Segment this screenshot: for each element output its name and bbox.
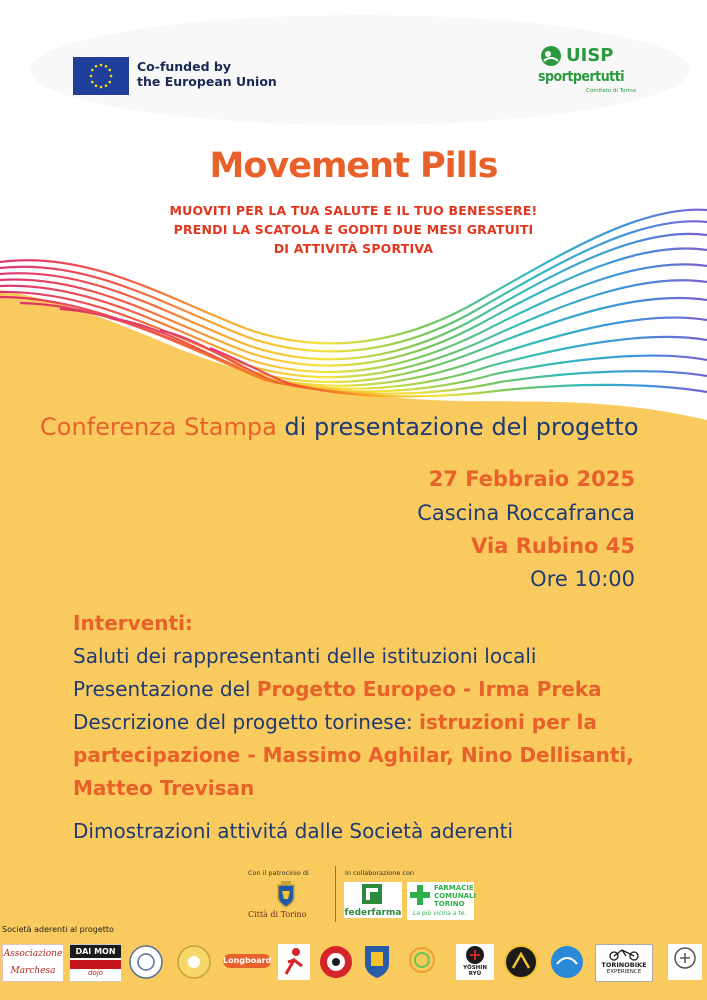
divider	[335, 866, 336, 922]
collab-label: In collaborazione con	[345, 869, 415, 877]
eu-flag-icon	[73, 57, 129, 95]
interventi-line-4: partecipazione - Massimo Aghilar, Nino Dellisanti,	[73, 743, 634, 767]
societa-label: Società aderenti al progetto	[2, 925, 114, 934]
event-venue: Cascina Roccafranca	[417, 501, 635, 525]
logo-circle-2	[176, 944, 212, 980]
uisp-name: UISP	[566, 45, 614, 66]
logo-daimon: DAI MON dojo	[69, 944, 122, 982]
interventi-heading: Interventi:	[73, 611, 193, 635]
farmacie-cross-icon	[409, 884, 431, 906]
logo-torinobike: TORINOBIKE EXPERIENCE	[595, 944, 653, 982]
interventi-line-2: Presentazione del Progetto Europeo - Irma Preka	[73, 677, 602, 701]
uisp-committee: Comitato di Torino	[586, 88, 637, 94]
torino-label: Città di Torino	[248, 910, 307, 919]
logo-rings	[402, 944, 442, 980]
uisp-mascot-icon	[538, 45, 564, 67]
logo-crest-2	[668, 944, 702, 980]
logo-circle-4	[503, 944, 539, 980]
eu-line-1: Co-funded by	[137, 59, 232, 74]
yoshin-emblem-icon	[465, 945, 485, 965]
interventi-line-3: Descrizione del progetto torinese: istruzioni per la	[73, 710, 597, 734]
eu-cofunded-text	[137, 59, 277, 89]
farmacie-line-3: TORINO	[434, 900, 465, 908]
event-time: Ore 10:00	[530, 567, 635, 591]
conference-highlight: Conferenza Stampa	[40, 413, 277, 441]
farmacie-line-1: FARMACIE	[434, 884, 474, 892]
bike-icon	[604, 947, 644, 961]
farmacie-slogan: La più vicina a te.	[413, 910, 467, 917]
interventi-line-1: Saluti dei rappresentanti delle istituzioni locali	[73, 644, 537, 668]
main-title: Movement Pills	[209, 146, 498, 186]
logo-runner	[278, 944, 310, 980]
logo-marchesa: Associazione Marchesa	[2, 944, 64, 982]
demo-line: Dimostrazioni attivitá dalle Società aderenti	[73, 819, 514, 843]
torino-crest-icon	[275, 881, 297, 909]
event-address: Via Rubino 45	[471, 534, 635, 558]
conference-rest: di presentazione del progetto	[276, 413, 639, 441]
farmacie-logo	[407, 882, 477, 920]
patrocinio-label: Con il patrocinio di	[248, 869, 309, 877]
federfarma-logo	[344, 882, 402, 918]
logo-circle-1	[128, 944, 164, 980]
eu-line-2: the European Union	[137, 74, 277, 89]
logo-longboard: Longboard	[223, 944, 271, 980]
uisp-sub: sportpertutti	[538, 69, 625, 85]
tagline-3: DI ATTIVITÀ SPORTIVA	[273, 241, 434, 256]
tagline-1: MUOVITI PER LA TUA SALUTE E IL TUO BENESSERE!	[169, 203, 538, 218]
tagline-2: PRENDI LA SCATOLA E GODITI DUE MESI GRATUITI	[173, 222, 534, 237]
interventi-line-5: Matteo Trevisan	[73, 776, 255, 800]
logo-circle-5	[549, 944, 585, 980]
farmacie-line-2: COMUNALI	[434, 892, 477, 900]
logo-circle-3	[318, 944, 354, 980]
conference-heading	[40, 413, 639, 441]
logo-yoshin: YŌSHIN RYŪ	[456, 944, 494, 980]
event-date: 27 Febbraio 2025	[428, 467, 635, 491]
logo-shield	[363, 944, 391, 980]
federfarma-label: federfarma	[344, 908, 402, 918]
